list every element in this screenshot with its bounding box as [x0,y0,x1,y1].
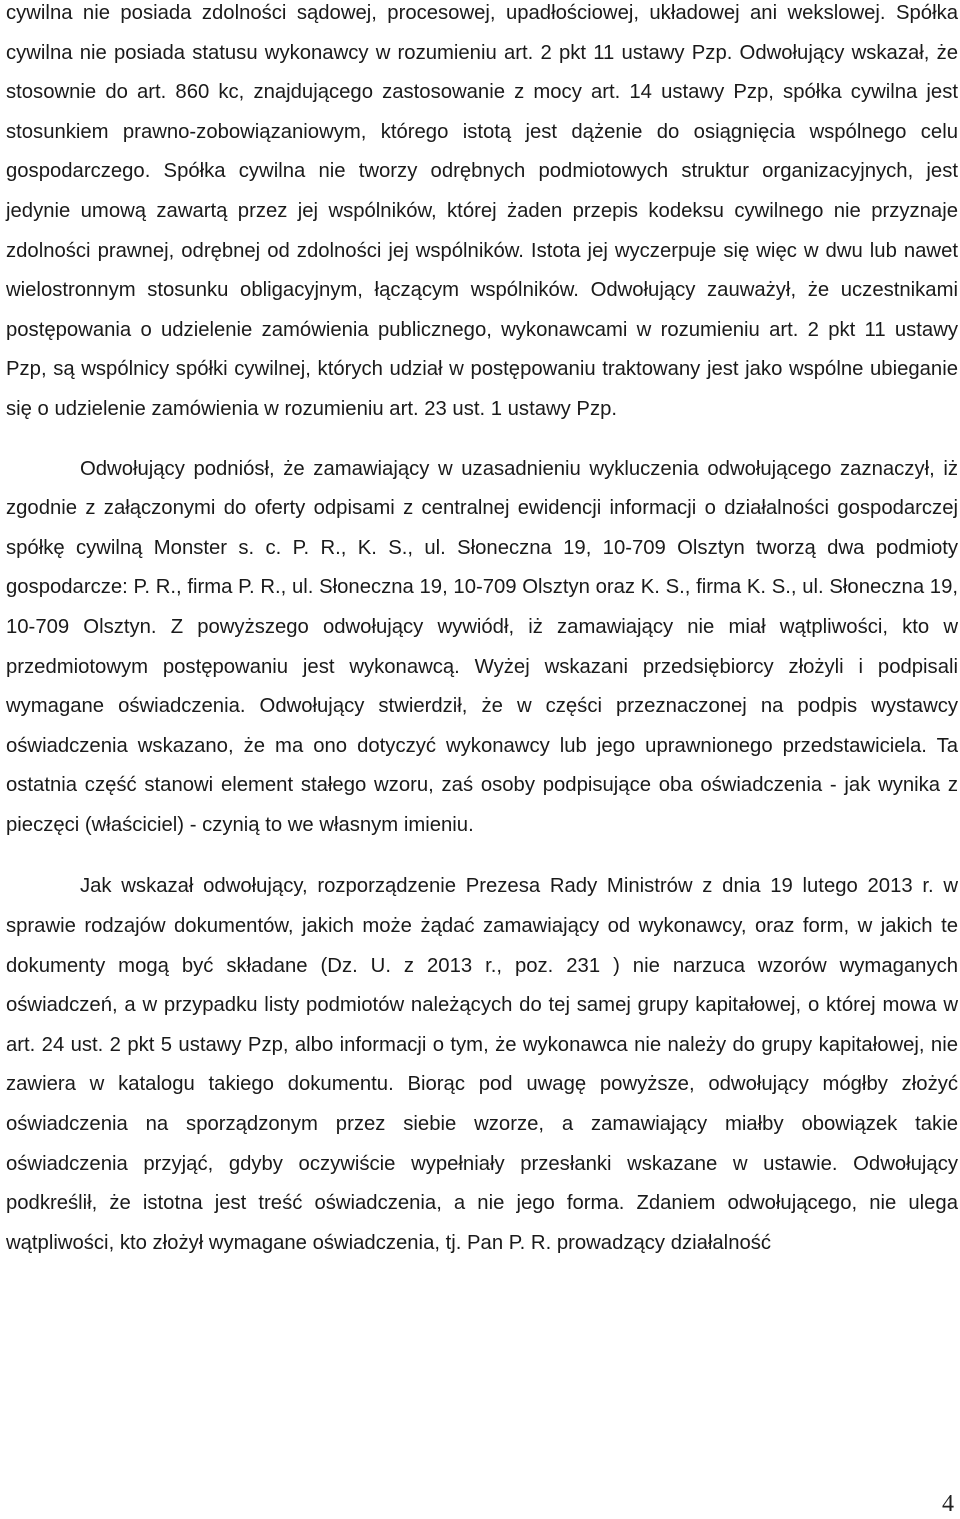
document-page [6,0,958,1263]
paragraph-3: Jak wskazał odwołujący, rozporządzenie Prezesa Rady Ministrów z dnia 19 lutego 2013 r. w sprawie rodzajów dokumentów, jakich może żądać zamawiający od wykonawcy, oraz form, w jakich te dokumenty mogą być składane (Dz. U. z 2013 r., poz. 231 ) nie narzuca wzorów wymaganych oświadczeń, a w przypadku listy podmiotów należących do tej samej grupy kapitałowej, o której mowa w art. 24 ust. 2 pkt 5 ustawy Pzp, albo informacji o tym, że wykonawca nie należy do grupy kapitałowej, nie zawiera w katalogu takiego dokumentu. Biorąc pod uwagę powyższe, odwołujący mógłby złożyć oświadczenia na sporządzonym przez siebie wzorze, a zamawiający miałby obowiązek takie oświadczenia przyjąć, gdyby oczywiście wypełniały przesłanki wskazane w ustawie. Odwołujący podkreślił, że istotna jest treść oświadczenia, a nie jego forma. Zdaniem odwołującego, nie ulega wątpliwości, kto złożył wymagane oświadczenia, tj. Pan P. R. prowadzący działalność [6,875,958,1254]
paragraph-1: cywilna nie posiada zdolności sądowej, procesowej, upadłościowej, układowej ani wekslowej. Spółka cywilna nie posiada statusu wykonawcy w rozumieniu art. 2 pkt 11 ustawy Pzp. Odwołujący wskazał, że stosownie do art. 860 kc, znajdującego zastosowanie z mocy art. 14 ustawy Pzp, spółka cywilna jest stosunkiem prawno-zobowiązaniowym, którego istotą jest dążenie do osiągnięcia wspólnego celu gospodarczego. Spółka cywilna nie tworzy odrębnych podmiotowych struktur organizacyjnych, jest jedynie umową zawartą przez jej wspólników, której żaden przepis kodeksu cywilnego nie przyznaje zdolności prawnej, odrębnej od zdolności jej wspólników. Istota jej wyczerpuje się więc w dwu lub nawet wielostronnym stosunku obligacyjnym, łączącym wspólników. Odwołujący zauważył, że uczestnikami postępowania o udzielenie zamówienia publicznego, wykonawcami w rozumieniu art. 2 pkt 11 ustawy Pzp, są wspólnicy spółki cywilnej, których udział w postępowaniu traktowany jest jako wspólne ubieganie się o udzielenie zamówienia w rozumieniu art. 23 ust. 1 ustawy Pzp. [6,2,958,420]
page-number: 4 [942,1491,954,1517]
paragraph-2: Odwołujący podniósł, że zamawiający w uzasadnieniu wykluczenia odwołującego zaznaczył, iż zgodnie z załączonymi do oferty odpisami z centralnej ewidencji informacji o działalności gospodarczej spółkę cywilną Monster s. c. P. R., K. S., ul. Słoneczna 19, 10-709 Olsztyn tworzą dwa podmioty gospodarcze: P. R., firma P. R., ul. Słoneczna 19, 10-709 Olsztyn oraz K. S., firma K. S., ul. Słoneczna 19, 10-709 Olsztyn. Z powyższego odwołujący wywiódł, iż zamawiający nie miał wątpliwości, kto w przedmiotowym postępowaniu jest wykonawcą. Wyżej wskazani przedsiębiorcy złożyli i podpisali wymagane oświadczenia. Odwołujący stwierdził, że w części przeznaczonej na podpis wystawcy oświadczenia wskazano, że ma ono dotyczyć wykonawcy lub jego uprawnionego przedstawiciela. Ta ostatnia część stanowi element stałego wzoru, zaś osoby podpisujące oba oświadczenia - jak wynika z pieczęci (właściciel) - czynią to we własnym imieniu. [6,457,958,836]
